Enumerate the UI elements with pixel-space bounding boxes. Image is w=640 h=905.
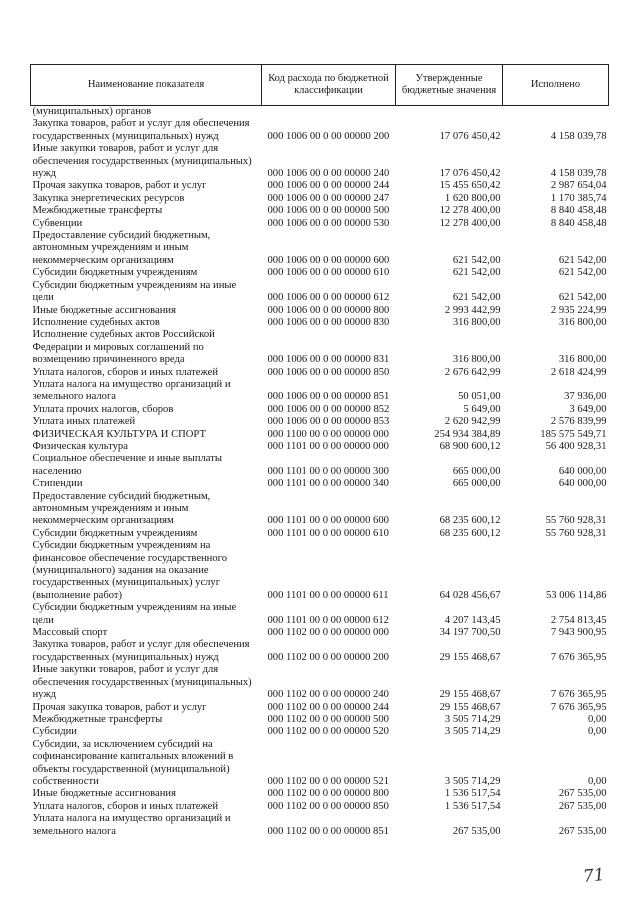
row-name: Субвенции — [32, 217, 83, 229]
row-code: 000 1006 00 0 00 00000 600 — [267, 254, 390, 266]
row-approved: 68 900 600,12 — [439, 440, 501, 452]
row-approved: 5 649,00 — [463, 403, 501, 415]
table-header-row — [31, 65, 609, 106]
row-code: 000 1102 00 0 00 00000 851 — [267, 825, 389, 837]
row-approved: 254 934 384,89 — [434, 428, 501, 440]
row-name: Социальное обеспечение и иные выплаты населению — [32, 453, 222, 477]
row-code — [262, 106, 396, 119]
row-name: Закупка товаров, работ и услуг для обеспечения государственных (муниципальных) нужд — [32, 118, 250, 142]
row-code: 000 1006 00 0 00 00000 612 — [267, 292, 390, 304]
row-name: Прочая закупка товаров, работ и услуг — [32, 701, 207, 713]
row-name: Уплата иных платежей — [32, 416, 136, 428]
row-done: 267 535,00 — [558, 788, 607, 800]
row-code: 000 1102 00 0 00 00000 200 — [267, 651, 389, 663]
row-code: 000 1102 00 0 00 00000 800 — [267, 788, 389, 800]
header-name: Наименование показателя — [31, 65, 262, 106]
table-row — [31, 416, 609, 428]
row-approved: 50 051,00 — [458, 391, 501, 403]
row-approved: 621 542,00 — [452, 267, 501, 279]
table-row — [31, 230, 609, 267]
row-name: Массовый спорт — [32, 627, 108, 639]
row-approved: 68 235 600,12 — [439, 515, 501, 527]
row-approved: 621 542,00 — [452, 292, 501, 304]
row-code: 000 1102 00 0 00 00000 850 — [267, 800, 389, 812]
row-done: 55 760 928,31 — [545, 515, 607, 527]
header-code: Код расхода по бюджетной классификации — [262, 65, 396, 106]
row-done: 3 649,00 — [569, 403, 607, 415]
row-done: 7 943 900,95 — [550, 627, 607, 639]
row-code: 000 1006 00 0 00 00000 830 — [267, 316, 390, 328]
table-row — [31, 218, 609, 230]
row-done: 4 158 039,78 — [550, 168, 607, 180]
row-done: 640 000,00 — [558, 465, 607, 477]
page-number-handwritten: 71 — [582, 864, 606, 888]
row-done: 53 006 114,86 — [545, 589, 607, 601]
row-done: 8 840 458,48 — [550, 205, 607, 217]
row-done — [503, 106, 609, 119]
row-approved — [396, 106, 503, 119]
row-code: 000 1101 00 0 00 00000 611 — [267, 589, 389, 601]
row-done: 7 676 365,95 — [550, 701, 607, 713]
header-approved: Утвержденные бюджетные значения — [396, 65, 503, 106]
row-approved: 665 000,00 — [452, 465, 501, 477]
header-done: Исполнено — [503, 65, 609, 106]
table-row — [31, 453, 609, 478]
row-name: Субсидии, за исключением субсидий на софинансирование капитальных вложений в объекты государственной (муниципальной) собственности — [32, 738, 234, 787]
table-row — [31, 627, 609, 639]
row-approved: 12 278 400,00 — [439, 217, 501, 229]
row-approved: 267 535,00 — [452, 825, 501, 837]
table-row — [31, 305, 609, 317]
row-name: Уплата налогов, сборов и иных платежей — [32, 800, 219, 812]
table-row — [31, 429, 609, 441]
row-done: 0,00 — [587, 713, 607, 725]
table-row — [31, 739, 609, 789]
table-row — [31, 180, 609, 192]
row-code: 000 1006 00 0 00 00000 610 — [267, 267, 390, 279]
row-name: Субсидии бюджетным учреждениям на иные цели — [32, 279, 237, 304]
row-code: 000 1101 00 0 00 00000 612 — [267, 614, 389, 626]
row-done: 0,00 — [587, 726, 607, 738]
row-name: Прочая закупка товаров, работ и услуг — [32, 180, 207, 192]
table-row — [31, 813, 609, 838]
row-approved: 2 620 942,99 — [444, 416, 501, 428]
row-approved: 3 505 714,29 — [444, 775, 501, 787]
row-name: Иные бюджетные ассигнования — [32, 304, 176, 316]
row-name: Межбюджетные трансферты — [32, 205, 163, 217]
table-body — [31, 106, 609, 838]
row-approved: 17 076 450,42 — [439, 168, 501, 180]
row-done: 55 760 928,31 — [545, 527, 607, 539]
row-code: 000 1101 00 0 00 00000 610 — [267, 527, 389, 539]
table-row — [31, 664, 609, 701]
table-row — [31, 540, 609, 602]
row-code: 000 1102 00 0 00 00000 000 — [267, 627, 389, 639]
row-approved: 1 536 517,54 — [444, 800, 501, 812]
row-name: Иные бюджетные ассигнования — [32, 788, 176, 800]
table-row — [31, 801, 609, 813]
row-code: 000 1102 00 0 00 00000 240 — [267, 689, 389, 701]
row-code: 000 1006 00 0 00 00000 853 — [267, 416, 390, 428]
row-approved: 1 536 517,54 — [444, 788, 501, 800]
table-row — [31, 280, 609, 305]
row-done: 621 542,00 — [558, 267, 607, 279]
table-row — [31, 726, 609, 738]
row-code: 000 1101 00 0 00 00000 340 — [267, 478, 389, 490]
row-done: 0,00 — [587, 775, 607, 787]
row-name: Предоставление субсидий бюджетным, автономным учреждениям и иным некоммерческим организациям — [32, 230, 211, 266]
row-name: Уплата налогов, сборов и иных платежей — [32, 366, 219, 378]
row-code: 000 1101 00 0 00 00000 300 — [267, 465, 389, 477]
row-done: 2 987 654,04 — [550, 180, 607, 192]
row-name: ФИЗИЧЕСКАЯ КУЛЬТУРА И СПОРТ — [32, 428, 206, 440]
table-row — [31, 205, 609, 217]
row-done: 7 676 365,95 — [550, 651, 607, 663]
row-code: 000 1006 00 0 00 00000 850 — [267, 366, 390, 378]
table-row — [31, 118, 609, 143]
budget-table — [30, 64, 609, 838]
row-code: 000 1006 00 0 00 00000 240 — [267, 168, 390, 180]
row-done: 37 936,00 — [564, 391, 607, 403]
row-name: Субсидии бюджетным учреждениям на иные цели — [32, 602, 237, 626]
row-done: 316 800,00 — [558, 354, 607, 366]
row-name: Субсидии — [32, 726, 77, 738]
row-done: 7 676 365,95 — [550, 689, 607, 701]
row-code: 000 1102 00 0 00 00000 521 — [267, 775, 389, 787]
row-done: 2 576 839,99 — [550, 416, 607, 428]
row-done: 267 535,00 — [558, 825, 607, 837]
row-code: 000 1006 00 0 00 00000 800 — [267, 304, 390, 316]
table-row — [31, 441, 609, 453]
row-approved: 15 455 650,42 — [439, 180, 501, 192]
row-name: Закупка энергетических ресурсов — [32, 192, 185, 204]
row-done: 8 840 458,48 — [550, 217, 607, 229]
row-approved: 12 278 400,00 — [439, 205, 501, 217]
row-done: 316 800,00 — [558, 316, 607, 328]
row-approved: 17 076 450,42 — [439, 130, 501, 142]
row-done: 2 618 424,99 — [550, 366, 607, 378]
row-done: 640 000,00 — [558, 478, 607, 490]
row-done: 621 542,00 — [558, 292, 607, 304]
row-code: 000 1006 00 0 00 00000 200 — [267, 130, 390, 142]
row-code: 000 1006 00 0 00 00000 244 — [267, 180, 390, 192]
row-code: 000 1101 00 0 00 00000 600 — [267, 515, 389, 527]
table-row — [31, 639, 609, 664]
row-code: 000 1102 00 0 00 00000 520 — [267, 726, 389, 738]
row-approved: 29 155 468,67 — [439, 689, 501, 701]
table-row — [31, 379, 609, 404]
row-approved: 4 207 143,45 — [444, 614, 501, 626]
row-name: Субсидии бюджетным учреждениям на финансовое обеспечение государственного (муниципального) задания на оказание государственных (муниципальных) услуг (выполнение работ) — [32, 540, 228, 601]
row-done: 4 158 039,78 — [550, 130, 607, 142]
row-approved: 34 197 700,50 — [439, 627, 501, 639]
row-approved: 316 800,00 — [452, 316, 501, 328]
row-name: Иные закупки товаров, работ и услуг для обеспечения государственных (муниципальных) нужд — [32, 664, 252, 701]
row-name: Межбюджетные трансферты — [32, 713, 163, 725]
table-row — [31, 367, 609, 379]
row-name: Исполнение судебных актов Российской Федерации и мировых соглашений по возмещению причиненного вреда — [32, 329, 215, 366]
row-done: 267 535,00 — [558, 800, 607, 812]
table-row — [31, 602, 609, 627]
table-row — [31, 702, 609, 714]
row-name: Субсидии бюджетным учреждениям — [32, 527, 198, 539]
row-code: 000 1006 00 0 00 00000 831 — [267, 354, 390, 366]
table-row — [31, 106, 609, 119]
table-row — [31, 788, 609, 800]
row-name: Уплата прочих налогов, сборов — [32, 403, 174, 415]
row-approved: 316 800,00 — [452, 354, 501, 366]
row-code: 000 1006 00 0 00 00000 851 — [267, 391, 390, 403]
row-code: 000 1101 00 0 00 00000 000 — [267, 440, 389, 452]
table-row — [31, 329, 609, 366]
row-code: 000 1006 00 0 00 00000 530 — [267, 217, 390, 229]
row-approved: 29 155 468,67 — [439, 651, 501, 663]
row-approved: 29 155 468,67 — [439, 701, 501, 713]
row-name: Субсидии бюджетным учреждениям — [32, 267, 198, 279]
row-name: Стипендии — [32, 478, 83, 490]
row-code: 000 1006 00 0 00 00000 500 — [267, 205, 390, 217]
row-code: 000 1006 00 0 00 00000 852 — [267, 403, 390, 415]
row-approved: 64 028 456,67 — [439, 589, 501, 601]
row-approved: 665 000,00 — [452, 478, 501, 490]
row-name: Исполнение судебных актов — [32, 316, 160, 328]
table-row — [31, 317, 609, 329]
table-row — [31, 193, 609, 205]
row-approved: 68 235 600,12 — [439, 527, 501, 539]
row-approved: 3 505 714,29 — [444, 713, 501, 725]
row-approved: 1 620 800,00 — [444, 192, 501, 204]
row-approved: 2 676 642,99 — [444, 366, 501, 378]
budget-report-page — [30, 64, 608, 838]
row-name: Уплата налога на имущество организаций и земельного налога — [32, 378, 231, 403]
table-row — [31, 404, 609, 416]
row-done: 185 575 549,71 — [540, 428, 607, 440]
row-done: 2 935 224,99 — [550, 304, 607, 316]
table-row — [31, 143, 609, 180]
row-approved: 2 993 442,99 — [444, 304, 501, 316]
row-approved: 621 542,00 — [452, 254, 501, 266]
row-name: Предоставление субсидий бюджетным, автономным учреждениям и иным некоммерческим организациям — [32, 490, 211, 527]
row-name: Иные закупки товаров, работ и услуг для обеспечения государственных (муниципальных) нужд — [32, 143, 252, 180]
row-name: Закупка товаров, работ и услуг для обеспечения государственных (муниципальных) нужд — [32, 639, 250, 663]
row-code: 000 1102 00 0 00 00000 244 — [267, 701, 389, 713]
table-row — [31, 478, 609, 490]
row-done: 1 170 385,74 — [550, 192, 607, 204]
row-approved: 3 505 714,29 — [444, 726, 501, 738]
table-row — [31, 714, 609, 726]
row-code: 000 1006 00 0 00 00000 247 — [267, 192, 390, 204]
row-name: (муниципальных) органов — [32, 106, 152, 117]
row-done: 2 754 813,45 — [550, 614, 607, 626]
row-code: 000 1100 00 0 00 00000 000 — [267, 428, 389, 440]
table-row — [31, 267, 609, 279]
row-done: 56 400 928,31 — [545, 440, 607, 452]
row-name: Уплата налога на имущество организаций и земельного налога — [32, 813, 231, 837]
row-name: Физическая культура — [32, 440, 128, 452]
row-code: 000 1102 00 0 00 00000 500 — [267, 713, 389, 725]
row-done: 621 542,00 — [558, 254, 607, 266]
table-row — [31, 528, 609, 540]
table-row — [31, 491, 609, 528]
